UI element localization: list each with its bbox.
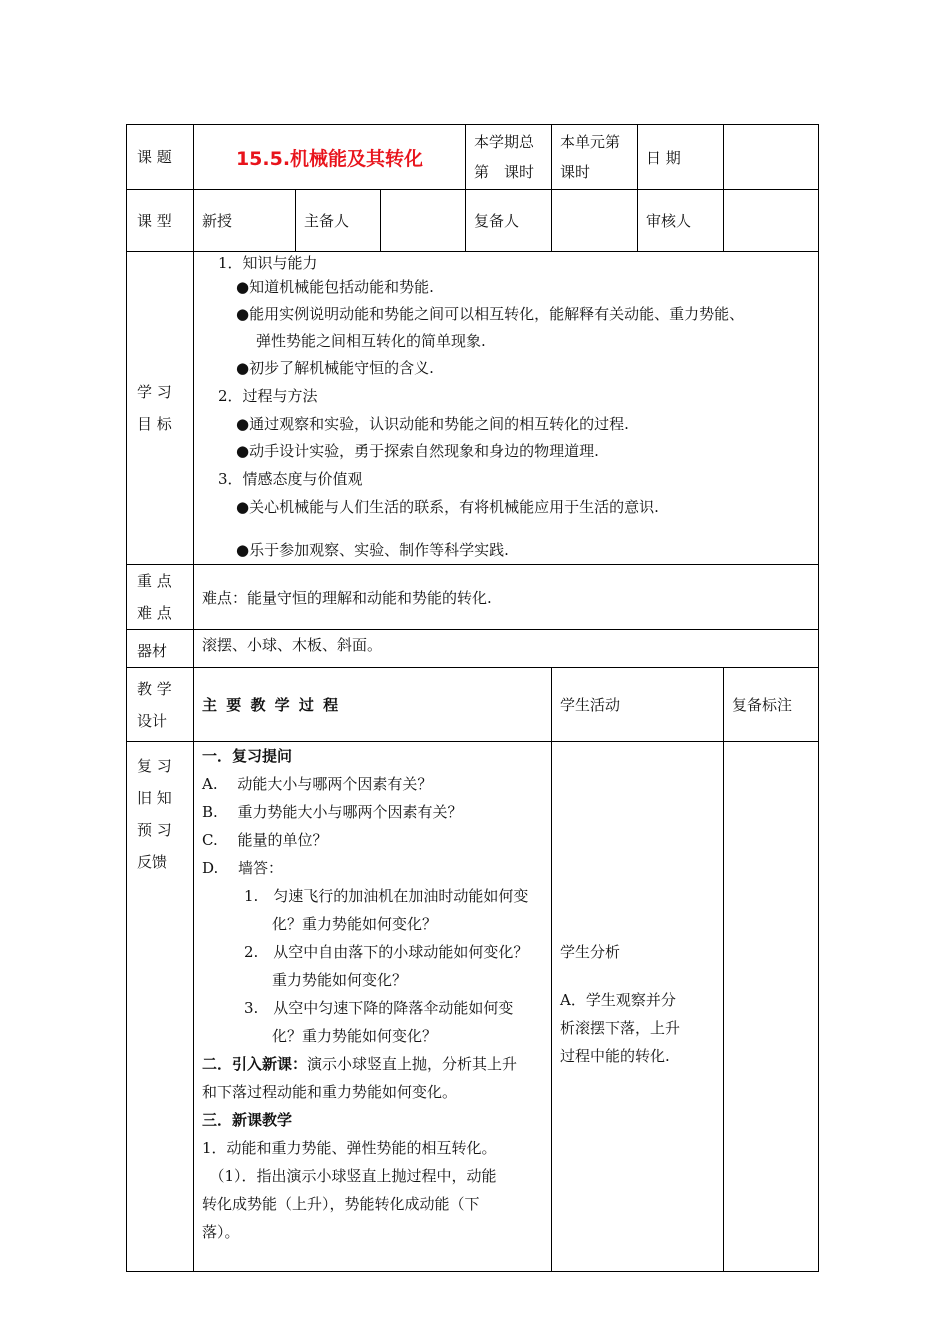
goals-label: 学 习 目 标	[127, 252, 194, 565]
goal-item: ●能用实例说明动能和势能之间可以相互转化，能解释有关动能、重力势能、	[236, 305, 745, 323]
goal-item: 弹性势能之间相互转化的简单现象.	[256, 332, 486, 350]
semester-lesson-label: 本学期总 第 课时	[466, 125, 552, 190]
type-label: 课 型	[127, 190, 194, 252]
review-heading: 一．复习提问	[202, 747, 293, 765]
lesson-plan-table	[126, 124, 819, 1272]
review-note-header: 复备标注	[724, 668, 819, 742]
goal-heading: 1．知识与能力	[218, 254, 318, 272]
learning-goals	[194, 252, 819, 565]
review-note-content	[724, 742, 819, 1272]
main-process-content	[194, 742, 552, 1272]
reviewer2-value	[552, 190, 638, 252]
design-label: 教 学 设计	[127, 668, 194, 742]
goal-item: ●知道机械能包括动能和势能.	[236, 278, 434, 296]
new-lesson-line: （1）．指出演示小球竖直上抛过程中，动能	[202, 1167, 497, 1185]
preparer-label: 主备人	[296, 190, 381, 252]
new-lesson-heading: 三．新课教学	[202, 1111, 293, 1129]
goal-item: ●乐于参加观察、实验、制作等科学实践.	[236, 541, 509, 559]
student-analysis: 学生分析	[560, 943, 621, 961]
goal-heading: 2．过程与方法	[218, 387, 318, 405]
intro-line-2: 和下落过程动能和重力势能如何变化。	[202, 1083, 458, 1101]
unit-lesson-label: 本单元第 课时	[552, 125, 638, 190]
equipment-value: 滚摆、小球、木板、斜面。	[194, 630, 819, 668]
review-label: 复 习 旧 知 预 习 反馈	[127, 742, 194, 1272]
student-activity-header: 学生活动	[552, 668, 724, 742]
goal-item: ●通过观察和实验，认识动能和势能之间的相互转化的过程.	[236, 415, 629, 433]
review-line: 化？重力势能如何变化？	[272, 915, 438, 933]
review-line: 3. 从空中匀速下降的降落伞动能如何变	[244, 999, 514, 1017]
new-lesson-line: 转化成势能（上升），势能转化成动能（下	[202, 1195, 480, 1213]
reviewer2-label: 复备人	[466, 190, 552, 252]
auditor-label: 审核人	[638, 190, 724, 252]
keypoints-value: 难点：能量守恒的理解和动能和势能的转化.	[194, 565, 819, 630]
review-line: D. 墙答：	[202, 859, 284, 877]
review-line: A. 动能大小与哪两个因素有关？	[202, 775, 433, 793]
main-process-header: 主 要 教 学 过 程	[194, 668, 552, 742]
new-lesson-line: 落）。	[202, 1223, 240, 1241]
auditor-value	[724, 190, 819, 252]
review-line: 化？重力势能如何变化？	[272, 1027, 438, 1045]
date-label: 日 期	[638, 125, 724, 190]
review-line: 重力势能如何变化？	[272, 971, 408, 989]
goal-item: ●初步了解机械能守恒的含义.	[236, 359, 434, 377]
goal-item: ●关心机械能与人们生活的联系，有将机械能应用于生活的意识.	[236, 498, 659, 516]
student-observe: A．学生观察并分 析滚摆下落，上升 过程中能的转化.	[560, 991, 681, 1065]
goal-heading: 3．情感态度与价值观	[218, 470, 363, 488]
date-value	[724, 125, 819, 190]
review-line: B. 重力势能大小与哪两个因素有关？	[202, 803, 463, 821]
review-line: C. 能量的单位？	[202, 831, 328, 849]
equipment-label: 器材	[127, 630, 194, 668]
keypoints-label: 重 点 难 点	[127, 565, 194, 630]
student-activity-content	[552, 742, 724, 1272]
review-line: 2. 从空中自由落下的小球动能如何变化？	[244, 943, 529, 961]
goal-item: ●动手设计实验，勇于探索自然现象和身边的物理道理.	[236, 442, 599, 460]
preparer-value	[381, 190, 466, 252]
new-lesson-line: 1．动能和重力势能、弹性势能的相互转化。	[202, 1139, 497, 1157]
type-value: 新授	[194, 190, 296, 252]
topic-label: 课 题	[127, 125, 194, 190]
review-line: 1. 匀速飞行的加油机在加油时动能如何变	[244, 887, 529, 905]
intro-line: 二．引入新课：演示小球竖直上抛，分析其上升	[202, 1055, 518, 1073]
lesson-title: 15.5.机械能及其转化	[194, 125, 466, 190]
